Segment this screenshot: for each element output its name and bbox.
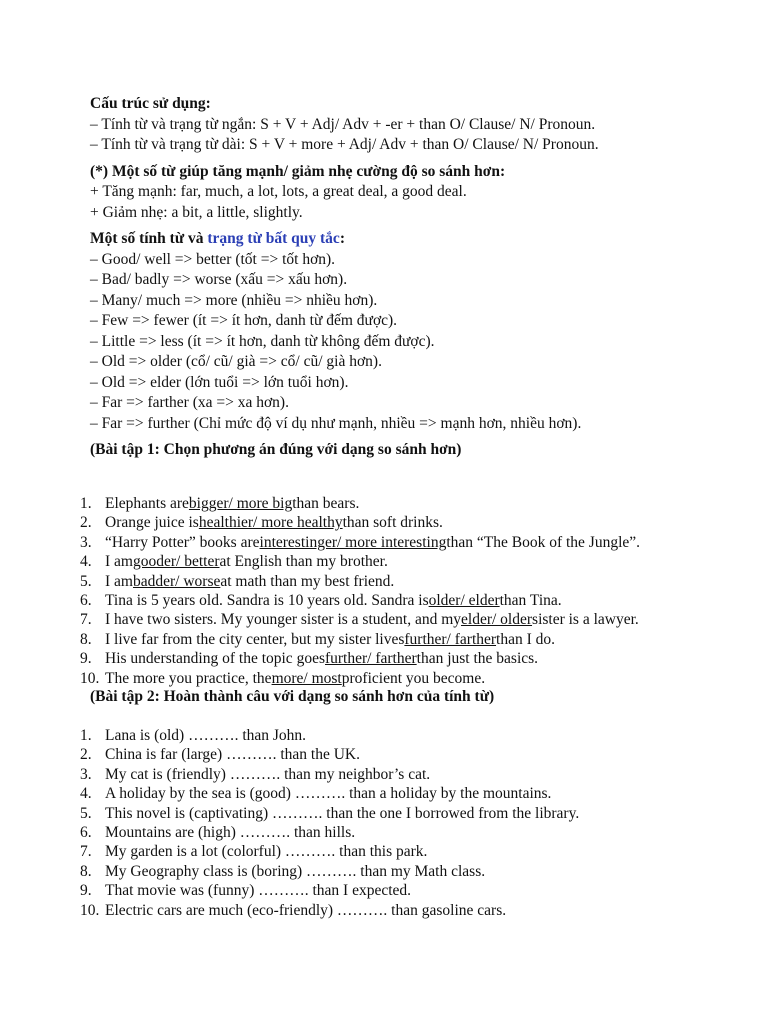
item-number: 3. [80, 533, 92, 551]
item-text: Lana is (old) ………. than John. [105, 727, 307, 744]
exercise1-item [80, 552, 740, 571]
irregular-line: – Good/ well => better (tốt => tốt hơn). [90, 250, 336, 268]
item-number: 1. [80, 495, 92, 512]
item-choice: bigger/ more big [188, 495, 293, 512]
item-number: 10. [80, 901, 100, 919]
exercise2-item [80, 726, 740, 745]
item-number: 10. [80, 669, 100, 687]
exercise1-item [80, 630, 740, 649]
item-text-after: than Tina. [499, 591, 562, 609]
exercise1-item [80, 572, 740, 591]
item-text: That movie was (funny) ………. than I expected. [105, 882, 412, 900]
irregular-line: – Bad/ badly => worse (xấu => xấu hơn). [90, 271, 348, 288]
structure-line-short: – Tính từ và trạng từ ngắn: S + V + Adj/ Adv + -er + than O/ Clause/ N/ Pronoun. [90, 115, 596, 133]
item-number: 3. [80, 765, 92, 783]
irregular-line: – Old => elder (lớn tuổi => lớn tuổi hơn). [90, 373, 349, 391]
irregular-heading-prefix: Một số tính từ và [90, 230, 208, 247]
item-choice: older/ elder [428, 591, 500, 609]
intensifiers-heading: (*) Một số từ giúp tăng mạnh/ giảm nhẹ cường độ so sánh hơn: [90, 162, 506, 180]
item-text-before: Tina is 5 years old. Sandra is 10 years old. Sandra is [105, 591, 429, 609]
exercise2-item [80, 881, 740, 900]
exercise2-item [80, 745, 740, 764]
item-number: 6. [80, 823, 92, 841]
item-text-before: The more you practice, the [105, 669, 272, 687]
irregular-heading-link: trạng từ bất quy tắc [207, 230, 340, 247]
item-text: Mountains are (high) ………. than hills. [105, 823, 356, 841]
irregular-line: – Old => older (cổ/ cũ/ già => cổ/ cũ/ già hơn). [90, 353, 382, 370]
item-choice: further/ farther [324, 650, 417, 668]
irregular-line: – Many/ much => more (nhiều => nhiều hơn). [90, 291, 378, 309]
item-text-after: than I do. [496, 630, 556, 648]
irregular-heading [90, 229, 740, 250]
item-number: 2. [80, 514, 92, 532]
structure-heading: Cấu trúc sử dụng: [90, 95, 211, 112]
item-text-before: I am [105, 572, 133, 590]
item-text: This novel is (captivating) ………. than the one I borrowed from the library. [105, 804, 580, 822]
exercise2-item [80, 784, 740, 803]
item-text-after: than just the basics. [416, 650, 539, 668]
exercise2-item [80, 765, 740, 784]
item-text-before: I am [105, 553, 133, 571]
item-text-before: Orange juice is [105, 514, 199, 532]
exercise1-heading: (Bài tập 1: Chọn phương án đúng với dạng so sánh hơn) [90, 441, 462, 458]
item-text: A holiday by the sea is (good) ………. than a holiday by the mountains. [105, 785, 552, 803]
intensifiers-line-decrease: + Giảm nhẹ: a bit, a little, slightly. [90, 203, 303, 221]
item-number: 4. [80, 553, 92, 571]
item-text-after: proficient you become. [341, 669, 486, 687]
item-number: 9. [80, 882, 92, 900]
item-text-after: at English than my brother. [219, 553, 388, 571]
item-number: 9. [80, 650, 92, 668]
item-text: My Geography class is (boring) ………. than my Math class. [105, 862, 486, 880]
exercise1-item [80, 513, 740, 532]
item-choice: further/ farther [404, 630, 497, 648]
exercise2-heading: (Bài tập 2: Hoàn thành câu với dạng so sánh hơn của tính từ) [90, 688, 495, 705]
exercise2-list [80, 726, 740, 920]
exercise1-item [80, 669, 740, 688]
exercise1-item [80, 649, 740, 668]
item-number: 4. [80, 785, 92, 803]
item-text-before: “Harry Potter” books are [105, 533, 260, 551]
document-body [90, 94, 740, 461]
exercise2-item [80, 823, 740, 842]
item-text: China is far (large) ………. than the UK. [105, 746, 360, 764]
item-text-after: than bears. [292, 495, 360, 512]
structure-line-long: – Tính từ và trạng từ dài: S + V + more + Adj/ Adv + than O/ Clause/ N/ Pronoun. [90, 136, 599, 153]
exercise2-item [80, 862, 740, 881]
exercise2-item [80, 804, 740, 823]
item-number: 5. [80, 572, 92, 590]
irregular-line: – Far => farther (xa => xa hơn). [90, 394, 289, 411]
item-text: Electric cars are much (eco-friendly) ………. than gasoline cars. [105, 901, 507, 919]
item-text-before: His understanding of the topic goes [105, 650, 325, 668]
item-text-after: at math than my best friend. [220, 572, 395, 590]
exercise2-item [80, 842, 740, 861]
item-text: My cat is (friendly) ………. than my neighbor’s cat. [105, 765, 431, 783]
exercise1-item [80, 610, 740, 629]
item-text-after: than “The Book of the Jungle”. [446, 533, 641, 551]
item-choice: badder/ worse [132, 572, 221, 590]
item-number: 6. [80, 591, 92, 609]
irregular-line: – Little => less (ít => ít hơn, danh từ không đếm được). [90, 332, 435, 350]
exercise1-item [80, 591, 740, 610]
exercise1-item [80, 533, 740, 552]
item-choice: elder/ older [461, 611, 533, 629]
exercise1-list [80, 494, 740, 688]
item-choice: more/ most [271, 669, 342, 687]
item-number: 2. [80, 746, 92, 764]
item-choice: gooder/ better [132, 553, 220, 571]
exercise2-item [80, 901, 740, 920]
item-text-before: I have two sisters. My younger sister is a student, and my [105, 611, 462, 629]
intensifiers-line-increase: + Tăng mạnh: far, much, a lot, lots, a great deal, a good deal. [90, 183, 467, 200]
item-text-before: Elephants are [105, 495, 189, 512]
item-number: 1. [80, 727, 92, 744]
exercise1-item [80, 494, 740, 513]
item-number: 7. [80, 611, 92, 629]
item-text-after: than soft drinks. [342, 514, 443, 532]
item-text-after: sister is a lawyer. [532, 611, 639, 629]
item-number: 5. [80, 804, 92, 822]
irregular-heading-suffix: : [339, 230, 345, 247]
item-choice: interestinger/ more interesting [259, 533, 447, 551]
item-text: My garden is a lot (colorful) ………. than this park. [105, 843, 428, 861]
irregular-line: – Few => fewer (ít => ít hơn, danh từ đếm được). [90, 312, 398, 329]
irregular-line: – Far => further (Chỉ mức độ ví dụ như mạnh, nhiều => mạnh hơn, nhiều hơn). [90, 414, 582, 432]
item-number: 8. [80, 630, 92, 648]
item-number: 8. [80, 862, 92, 880]
item-number: 7. [80, 843, 92, 861]
item-text-before: I live far from the city center, but my sister lives [105, 630, 405, 648]
item-choice: healthier/ more healthy [198, 514, 343, 532]
